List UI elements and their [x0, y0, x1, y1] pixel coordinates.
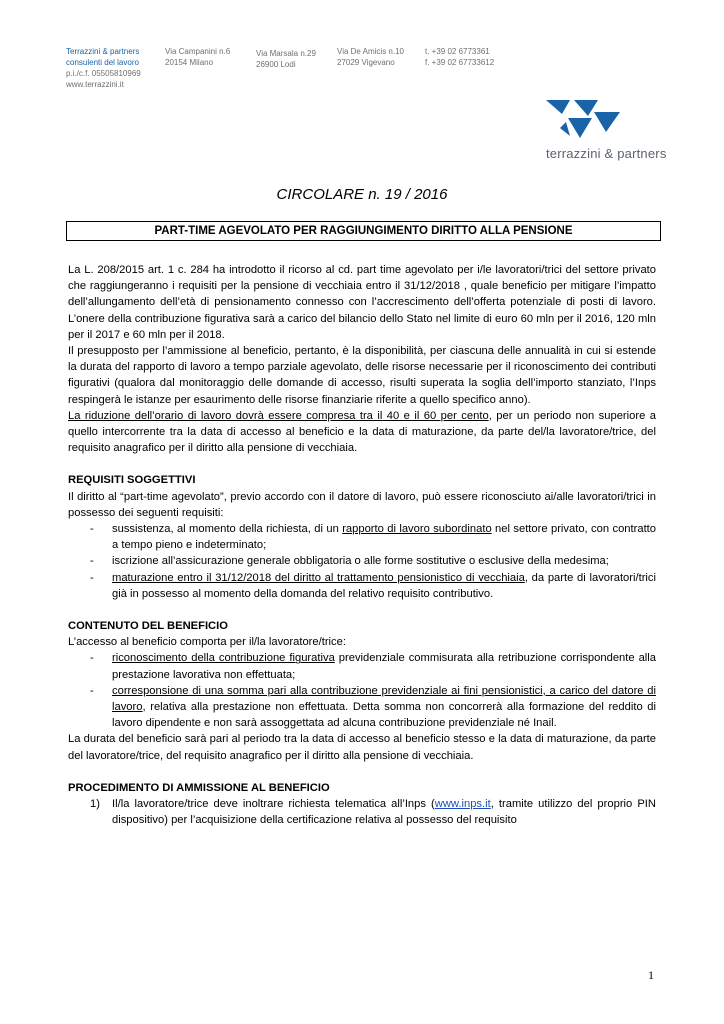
contenuto-outro: La durata del beneficio sarà pari al periodo tra la data di accesso al beneficio stesso e la data di maturazione, da parte del lavoratore/trice, del requisito anagrafico per il diritto alla pensione di vecchiaia. [68, 733, 656, 762]
requisiti-heading: REQUISITI SOGGETTIVI [68, 474, 196, 487]
list-item: - iscrizione all’assicurazione generale obbligatoria o alle forme sostitutive o esclusive della medesima; [68, 553, 656, 569]
header-company [66, 46, 141, 90]
list-item: 1) Il/la lavoratore/trice deve inoltrare richiesta telematica all’Inps (www.inps.it, tramite utilizzo del proprio PIN dispositivo) per l’acquisizione della certificazione relativa al possesso del requisito [90, 798, 656, 827]
phone-number: t. +39 02 6773361 [425, 47, 490, 56]
header-office-milano [165, 46, 230, 68]
header-office-vigevano [337, 46, 404, 68]
office-city: 27029 Vigevano [337, 58, 395, 67]
office-address: Via Campanini n.6 [165, 47, 231, 56]
office-city: 20154 Milano [165, 58, 214, 67]
logo-wordmark: terrazzini & partners [546, 146, 667, 161]
fax-number: f. +39 02 67733612 [425, 58, 495, 67]
company-name: Terrazzini & partners [66, 47, 140, 56]
office-city: 26900 Lodi [256, 60, 296, 69]
header-contacts [425, 46, 494, 68]
office-address: Via Marsala n.29 [256, 49, 316, 58]
header-office-lodi [256, 48, 316, 70]
intro-paragraph-1: La L. 208/2015 art. 1 c. 284 ha introdotto il ricorso al cd. part time agevolato per i/le lavoratori/trici del settore privato che raggiungeranno i requisiti per la pensione di vecchiaia entro il 31/12/2018 , quale beneficio per mitigare l’impatto dell’allungamento dell’età di pensionamento connesso con l’accrescimento dell’offerta potenziale di posti di lavoro. L’onere della contribuzione figurativa sarà a carico del bilancio dello Stato nel limite di euro 60 mln per il 2016, 120 mln per il 2017 e 60 mln per il 2018. [68, 264, 656, 341]
intro-paragraph-2: Il presupposto per l’ammissione al beneficio, pertanto, è la disponibilità, per ciascuna delle annualità in cui si estende la durata del rapporto di lavoro a tempo parziale agevolato, delle risorse necessarie per il riconoscimento dei contributi figurativi (qualora dal monitoraggio delle domande di accesso, risulti superata la soglia dell’importo stanziato, l’Inps respingerà le istanze per esaurimento delle risorse finanziarie riferite a quello specifico anno). [68, 345, 656, 406]
reduction-rest: , per un periodo non superiore a quello intercorrente tra la data di accesso al beneficio e la data di maturazione, da parte del/la lavoratore/trice, del requisito anagrafico per il diritto alla pensione di vecchiaia. [68, 409, 656, 455]
intro-paragraph-3 [68, 408, 656, 457]
inps-link[interactable]: www.inps.it [434, 798, 491, 811]
circolare-number: CIRCOLARE n. 19 / 2016 [276, 186, 448, 203]
reduction-underlined: La riduzione dell’orario di lavoro dovrà essere compresa tra il 40 e il 60 per cento [68, 409, 489, 422]
contenuto-intro: L’accesso al beneficio comporta per il/la lavoratore/trice: [68, 636, 346, 649]
list-item: - corresponsione di una somma pari alla contribuzione previdenziale ai fini pensionistici, a carico del datore di lavoro, relativa alla prestazione non effettuata. Detta somma non concorrerà alla formazione del reddito di lavoro dipendente e non sarà assoggettata ad alcuna contribuzione previdenziale né Inail. [68, 683, 656, 732]
company-vat: p.i./c.f. 05505810969 [66, 69, 141, 78]
contenuto-heading: CONTENUTO DEL BENEFICIO [68, 620, 228, 633]
document-body [68, 262, 656, 829]
contenuto-list [68, 650, 656, 731]
office-address: Via De Amicis n.10 [337, 47, 404, 56]
list-item: - riconoscimento della contribuzione figurativa previdenziale commisurata alla retribuzione corrispondente alla prestazione lavorativa non effettuata; [68, 650, 656, 682]
document-title: PART-TIME AGEVOLATO PER RAGGIUNGIMENTO DIRITTO ALLA PENSIONE [66, 221, 661, 241]
requisiti-intro: Il diritto al “part-time agevolato”, previo accordo con il datore di lavoro, può essere riconosciuto ai/alle lavoratori/trici in possesso dei seguenti requisiti: [68, 490, 656, 519]
company-subtitle: consulenti del lavoro [66, 58, 139, 67]
procedimento-heading: PROCEDIMENTO DI AMMISSIONE AL BENEFICIO [68, 781, 330, 794]
list-item: - sussistenza, al momento della richiesta, di un rapporto di lavoro subordinato nel settore privato, con contratto a tempo pieno e indeterminato; [68, 521, 656, 553]
procedimento-list [68, 796, 656, 828]
company-website[interactable]: www.terrazzini.it [66, 80, 124, 89]
list-item: - maturazione entro il 31/12/2018 del diritto al trattamento pensionistico di vecchiaia, da parte di lavoratori/trici già in possesso al momento della domanda del relativo requisito contributivo. [68, 570, 656, 602]
page-number: 1 [648, 968, 654, 982]
requisiti-list [68, 521, 656, 602]
